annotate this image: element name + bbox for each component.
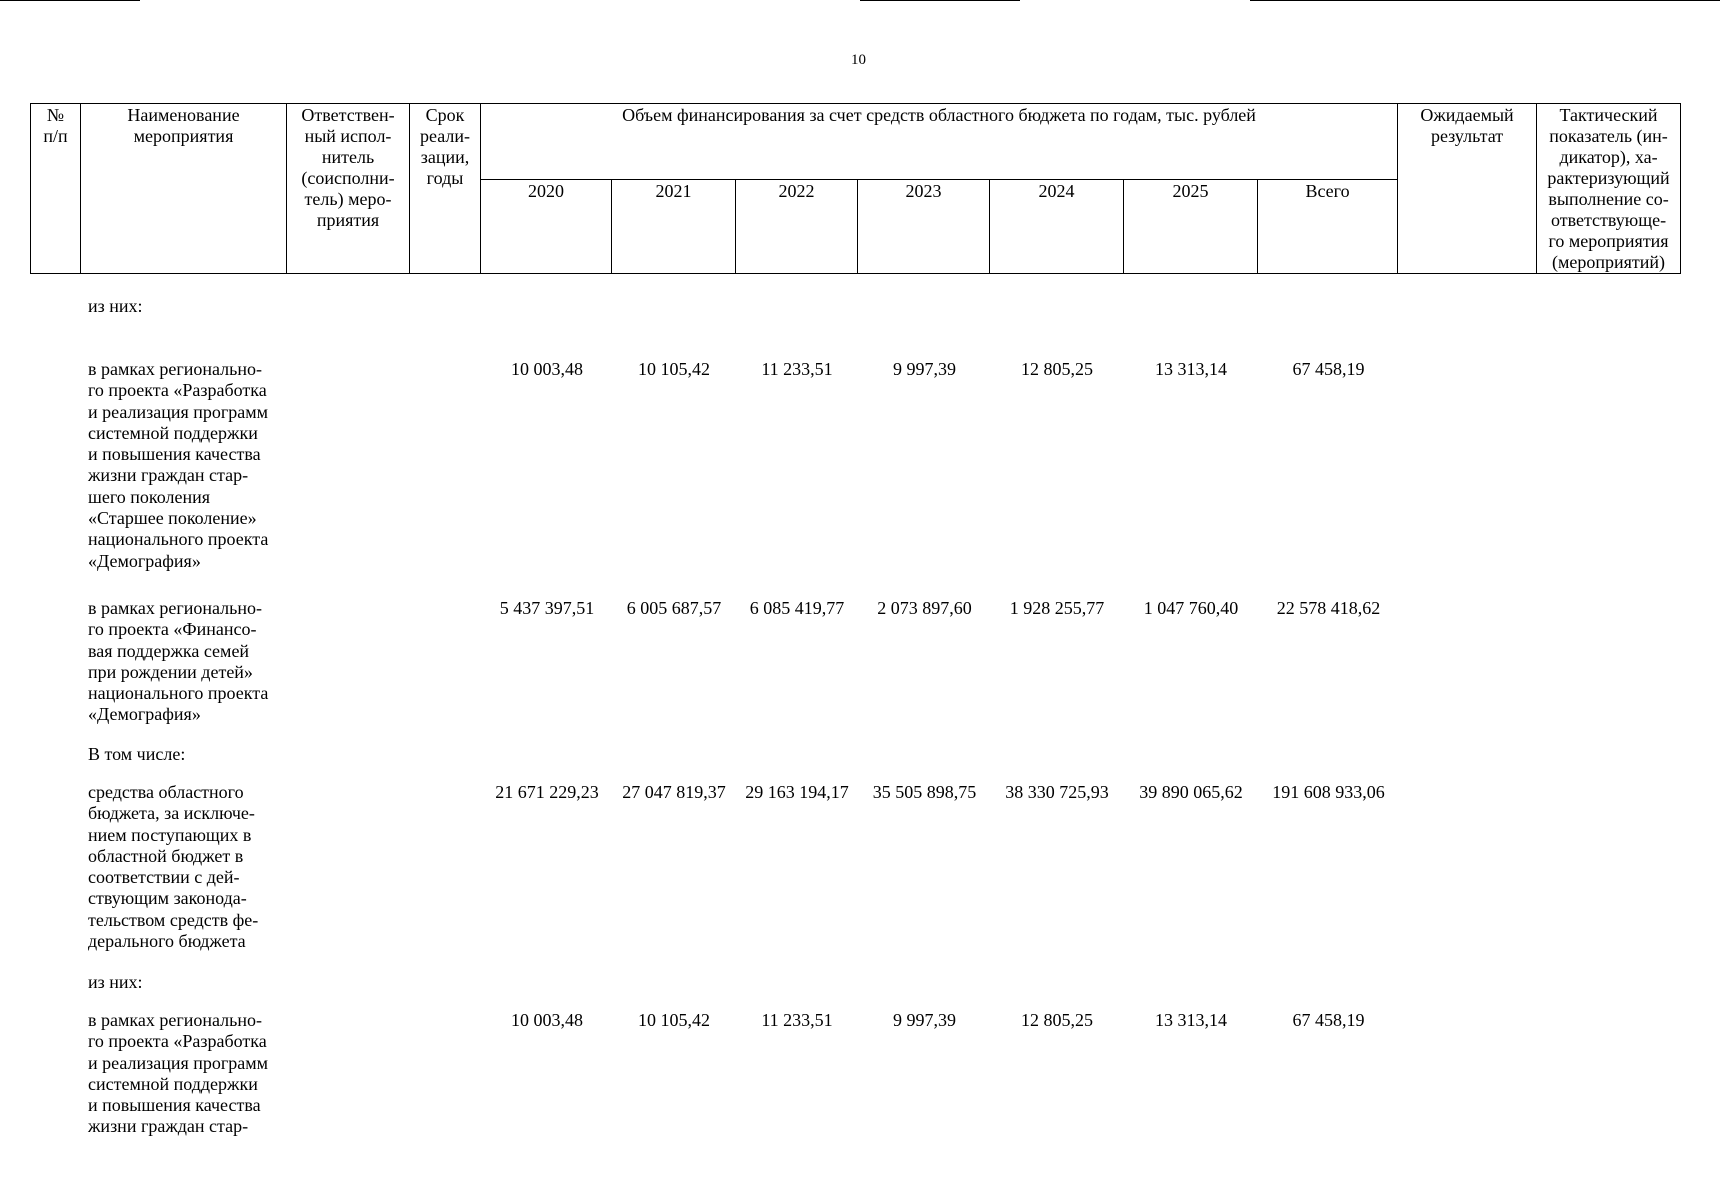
header-term: Срок реали- зации, годы <box>410 104 481 274</box>
value-2020: 21 671 229,23 <box>495 782 599 802</box>
header-executor: Ответствен- ный испол- нитель (соисполни- тель) меро- приятия <box>287 104 410 274</box>
value-2022: 11 233,51 <box>761 1010 833 1030</box>
value-2023: 9 997,39 <box>893 1010 956 1030</box>
row-values-family-support <box>0 598 1400 620</box>
value-2025: 39 890 065,62 <box>1139 782 1243 802</box>
page-number: 10 <box>851 52 866 68</box>
value-2021: 10 105,42 <box>638 1010 710 1030</box>
header-no: № п/п <box>31 104 81 274</box>
header-year-2022: 2022 <box>736 180 858 274</box>
value-2024: 12 805,25 <box>1021 359 1093 379</box>
value-2020: 10 003,48 <box>511 1010 583 1030</box>
value-2025: 13 313,14 <box>1155 359 1227 379</box>
row-desc-senior-generation: в рамках регионально- го проекта «Разработка и реализация программ системной поддержки и повышения качества жизни граждан стар- шего поколения «Старшее поколение» национального проекта «Демография» <box>88 359 269 571</box>
value-2023: 9 997,39 <box>893 359 956 379</box>
header-total: Всего <box>1258 180 1398 274</box>
label-including: В том числе: <box>88 744 186 764</box>
value-total: 22 578 418,62 <box>1276 598 1381 618</box>
label-of-them: из них: <box>88 296 143 316</box>
header-year-2024: 2024 <box>990 180 1124 274</box>
header-year-2023: 2023 <box>858 180 990 274</box>
value-2021: 27 047 819,37 <box>622 782 726 802</box>
header-indicator: Тактический показатель (ин- дикатор), ха- рактеризующий выполнение со- ответствующе- го мероприятия (мероприятий) <box>1537 104 1681 274</box>
row-values-regional-budget <box>0 782 1400 804</box>
header-result: Ожидаемый результат <box>1398 104 1537 274</box>
value-2021: 10 105,42 <box>638 359 710 379</box>
top-rule-left <box>0 0 140 1</box>
row-desc-regional-budget: средства областного бюджета, за исключе- нием поступающих в областной бюджет в соответствии с дей- ствующим законода- тельством средств фе- дерального бюджета <box>88 782 259 952</box>
value-2020: 5 437 397,51 <box>499 598 595 618</box>
header-year-2025: 2025 <box>1124 180 1258 274</box>
value-2023: 2 073 897,60 <box>877 598 972 618</box>
header-year-2021: 2021 <box>612 180 736 274</box>
header-table <box>30 103 1681 274</box>
header-year-2020: 2020 <box>481 180 612 274</box>
header-name: Наименование мероприятия <box>81 104 287 274</box>
value-2024: 1 928 255,77 <box>1009 598 1105 618</box>
value-total: 67 458,19 <box>1292 359 1365 379</box>
value-total: 191 608 933,06 <box>1272 782 1385 802</box>
value-2024: 38 330 725,93 <box>1005 782 1109 802</box>
value-2022: 29 163 194,17 <box>745 782 849 802</box>
value-2023: 35 505 898,75 <box>872 782 977 802</box>
row-desc-senior-generation-2: в рамках регионально- го проекта «Разработка и реализация программ системной поддержки и повышения качества жизни граждан стар- <box>88 1010 269 1137</box>
row-values-senior-generation <box>0 359 1400 381</box>
value-2025: 13 313,14 <box>1155 1010 1227 1030</box>
value-total: 67 458,19 <box>1292 1010 1365 1030</box>
value-2021: 6 005 687,57 <box>626 598 722 618</box>
header-funding: Объем финансирования за счет средств областного бюджета по годам, тыс. рублей <box>481 104 1398 180</box>
value-2024: 12 805,25 <box>1021 1010 1093 1030</box>
value-2025: 1 047 760,40 <box>1143 598 1239 618</box>
label-of-them-2: из них: <box>88 972 143 992</box>
top-rule-mid <box>860 0 1020 1</box>
value-2020: 10 003,48 <box>511 359 583 379</box>
row-desc-family-support: в рамках регионально- го проекта «Финансо- вая поддержка семей при рождении детей» национального проекта «Демография» <box>88 598 269 725</box>
value-2022: 11 233,51 <box>761 359 833 379</box>
row-values-senior-generation-2 <box>0 1010 1400 1032</box>
top-rule-right <box>1250 0 1720 1</box>
value-2022: 6 085 419,77 <box>749 598 845 618</box>
